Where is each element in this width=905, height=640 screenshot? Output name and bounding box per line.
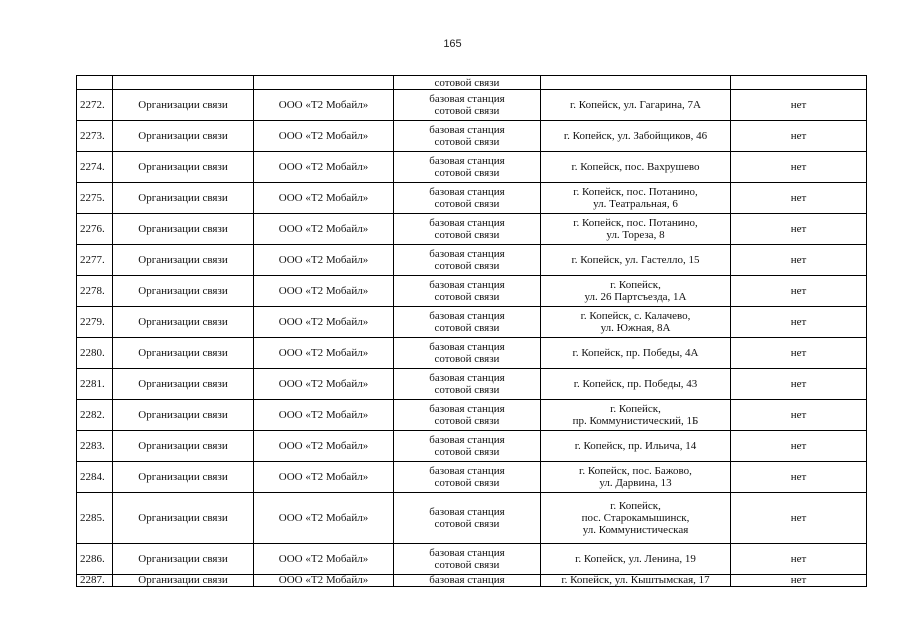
cell-organization: ООО «Т2 Мобайл» — [254, 90, 394, 121]
cell-object: базовая станция сотовой связи — [394, 400, 541, 431]
cell-address: г. Копейск, пос. Вахрушево — [541, 152, 731, 183]
cell-category: Организации связи — [113, 493, 254, 544]
cell-address: г. Копейск, пр. Ильича, 14 — [541, 431, 731, 462]
cell-category: Организации связи — [113, 152, 254, 183]
cell-organization: ООО «Т2 Мобайл» — [254, 245, 394, 276]
cell-number: 2285. — [77, 493, 113, 544]
cell-object: базовая станция сотовой связи — [394, 544, 541, 575]
cell-address: г. Копейск, ул. Кыштымская, 17 — [541, 575, 731, 587]
cell-address: г. Копейск, ул. Гастелло, 15 — [541, 245, 731, 276]
cell-note: нет — [731, 462, 867, 493]
table-row — [77, 431, 867, 462]
cell-category: Организации связи — [113, 431, 254, 462]
cell-category: Организации связи — [113, 462, 254, 493]
cell-note — [731, 76, 867, 90]
cell-address: г. Копейск, ул. 26 Партсъезда, 1А — [541, 276, 731, 307]
cell-address: г. Копейск, пр. Победы, 4А — [541, 338, 731, 369]
table-row — [77, 245, 867, 276]
cell-object: базовая станция сотовой связи — [394, 493, 541, 544]
table-row — [77, 121, 867, 152]
cell-organization: ООО «Т2 Мобайл» — [254, 369, 394, 400]
cell-category: Организации связи — [113, 307, 254, 338]
cell-number: 2282. — [77, 400, 113, 431]
cell-number: 2283. — [77, 431, 113, 462]
page-number: 165 — [443, 38, 462, 50]
table-row — [77, 369, 867, 400]
cell-object: базовая станция сотовой связи — [394, 462, 541, 493]
cell-object: базовая станция сотовой связи — [394, 121, 541, 152]
cell-organization: ООО «Т2 Мобайл» — [254, 575, 394, 587]
cell-number: 2280. — [77, 338, 113, 369]
cell-number: 2277. — [77, 245, 113, 276]
cell-organization: ООО «Т2 Мобайл» — [254, 493, 394, 544]
cell-address: г. Копейск, пр. Победы, 43 — [541, 369, 731, 400]
cell-number: 2286. — [77, 544, 113, 575]
cell-category: Организации связи — [113, 369, 254, 400]
cell-note: нет — [731, 338, 867, 369]
table-row — [77, 183, 867, 214]
cell-organization: ООО «Т2 Мобайл» — [254, 544, 394, 575]
table-row — [77, 338, 867, 369]
cell-object: базовая станция сотовой связи — [394, 183, 541, 214]
cell-category: Организации связи — [113, 276, 254, 307]
cell-address: г. Копейск, ул. Забойщиков, 46 — [541, 121, 731, 152]
cell-category — [113, 76, 254, 90]
cell-organization: ООО «Т2 Мобайл» — [254, 152, 394, 183]
cell-organization — [254, 76, 394, 90]
cell-note: нет — [731, 544, 867, 575]
cell-note: нет — [731, 369, 867, 400]
cell-address: г. Копейск, пос. Бажово, ул. Дарвина, 13 — [541, 462, 731, 493]
cell-organization: ООО «Т2 Мобайл» — [254, 121, 394, 152]
cell-number: 2275. — [77, 183, 113, 214]
cell-address: г. Копейск, пр. Коммунистический, 1Б — [541, 400, 731, 431]
cell-address: г. Копейск, с. Калачево, ул. Южная, 8А — [541, 307, 731, 338]
cell-organization: ООО «Т2 Мобайл» — [254, 400, 394, 431]
cell-address — [541, 76, 731, 90]
cell-category: Организации связи — [113, 214, 254, 245]
cell-address: г. Копейск, пос. Старокамышинск, ул. Коммунистическая — [541, 493, 731, 544]
cell-note: нет — [731, 493, 867, 544]
cell-object: базовая станция сотовой связи — [394, 307, 541, 338]
cell-object: базовая станция сотовой связи — [394, 369, 541, 400]
cell-address: г. Копейск, пос. Потанино, ул. Театральная, 6 — [541, 183, 731, 214]
registry-table-body — [77, 76, 867, 587]
cell-object: базовая станция — [394, 575, 541, 587]
cell-object: базовая станция сотовой связи — [394, 276, 541, 307]
cell-category: Организации связи — [113, 338, 254, 369]
cell-object: базовая станция сотовой связи — [394, 214, 541, 245]
cell-object: базовая станция сотовой связи — [394, 338, 541, 369]
cell-category: Организации связи — [113, 121, 254, 152]
table-row — [77, 276, 867, 307]
cell-object: базовая станция сотовой связи — [394, 152, 541, 183]
cell-organization: ООО «Т2 Мобайл» — [254, 307, 394, 338]
cell-organization: ООО «Т2 Мобайл» — [254, 214, 394, 245]
cell-number: 2273. — [77, 121, 113, 152]
cell-note: нет — [731, 276, 867, 307]
cell-number: 2284. — [77, 462, 113, 493]
table-row — [77, 400, 867, 431]
cell-category: Организации связи — [113, 575, 254, 587]
table-row — [77, 90, 867, 121]
cell-note: нет — [731, 307, 867, 338]
cell-note: нет — [731, 183, 867, 214]
cell-number: 2274. — [77, 152, 113, 183]
cell-category: Организации связи — [113, 183, 254, 214]
cell-organization: ООО «Т2 Мобайл» — [254, 276, 394, 307]
cell-organization: ООО «Т2 Мобайл» — [254, 462, 394, 493]
table-row — [77, 462, 867, 493]
table-row — [77, 214, 867, 245]
table-row — [77, 575, 867, 587]
cell-category: Организации связи — [113, 544, 254, 575]
cell-note: нет — [731, 121, 867, 152]
cell-organization: ООО «Т2 Мобайл» — [254, 431, 394, 462]
cell-address: г. Копейск, пос. Потанино, ул. Тореза, 8 — [541, 214, 731, 245]
cell-organization: ООО «Т2 Мобайл» — [254, 338, 394, 369]
cell-note: нет — [731, 400, 867, 431]
cell-category: Организации связи — [113, 400, 254, 431]
registry-table — [76, 75, 867, 587]
cell-object: сотовой связи — [394, 76, 541, 90]
table-row — [77, 544, 867, 575]
cell-organization: ООО «Т2 Мобайл» — [254, 183, 394, 214]
cell-category: Организации связи — [113, 245, 254, 276]
cell-note: нет — [731, 575, 867, 587]
cell-number: 2287. — [77, 575, 113, 587]
cell-note: нет — [731, 431, 867, 462]
cell-object: базовая станция сотовой связи — [394, 90, 541, 121]
cell-note: нет — [731, 245, 867, 276]
table-row-continuation — [77, 76, 867, 90]
cell-address: г. Копейск, ул. Ленина, 19 — [541, 544, 731, 575]
table-row — [77, 307, 867, 338]
cell-number: 2279. — [77, 307, 113, 338]
cell-number — [77, 76, 113, 90]
cell-note: нет — [731, 214, 867, 245]
cell-object: базовая станция сотовой связи — [394, 431, 541, 462]
cell-category: Организации связи — [113, 90, 254, 121]
table-row — [77, 493, 867, 544]
cell-address: г. Копейск, ул. Гагарина, 7А — [541, 90, 731, 121]
cell-object: базовая станция сотовой связи — [394, 245, 541, 276]
cell-number: 2276. — [77, 214, 113, 245]
cell-note: нет — [731, 90, 867, 121]
cell-number: 2281. — [77, 369, 113, 400]
table-row — [77, 152, 867, 183]
cell-number: 2278. — [77, 276, 113, 307]
cell-number: 2272. — [77, 90, 113, 121]
cell-note: нет — [731, 152, 867, 183]
